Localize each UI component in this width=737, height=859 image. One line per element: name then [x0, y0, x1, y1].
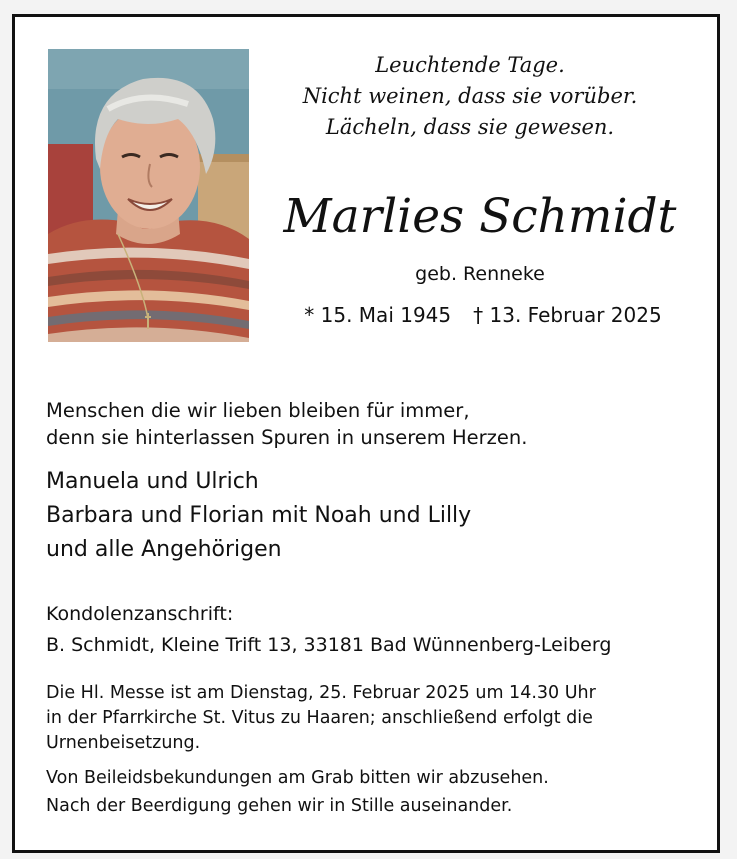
quote-line-2: denn sie hinterlassen Spuren in unserem Herzen. — [46, 426, 528, 449]
death-date: † 13. Februar 2025 — [473, 303, 662, 327]
closing-notes — [46, 764, 549, 820]
service-line-2: in der Pfarrkirche St. Vitus zu Haaren; anschließend erfolgt die — [46, 708, 593, 728]
birth-date: * 15. Mai 1945 — [304, 303, 452, 327]
note-line: Von Beileidsbekundungen am Grab bitten wir abzusehen. — [46, 768, 549, 788]
condolence-address: B. Schmidt, Kleine Trift 13, 33181 Bad Wünnenberg-Leiberg — [46, 634, 612, 656]
mourner-line: Manuela und Ulrich — [46, 469, 259, 494]
note-line: Nach der Beerdigung gehen wir in Stille auseinander. — [46, 796, 513, 816]
life-dates — [273, 301, 693, 329]
condolence-label: Kondolenzanschrift: — [46, 603, 234, 625]
funeral-service-info — [46, 681, 596, 756]
maiden-name: geb. Renneke — [415, 263, 545, 285]
service-line-1: Die Hl. Messe ist am Dienstag, 25. Februar 2025 um 14.30 Uhr — [46, 683, 596, 703]
mourner-line: Barbara und Florian mit Noah und Lilly — [46, 503, 472, 528]
quote-line-1: Menschen die wir lieben bleiben für immer, — [46, 399, 470, 422]
obituary-card — [12, 14, 720, 853]
condolence-address-block — [46, 599, 611, 661]
service-line-3: Urnenbeisetzung. — [46, 733, 201, 753]
deceased-name: Marlies Schmidt — [283, 189, 677, 244]
portrait-photo — [48, 49, 249, 342]
poem-line-2: Nicht weinen, dass sie vorüber. — [302, 84, 638, 108]
memorial-quote — [46, 397, 527, 451]
poem — [280, 50, 660, 143]
mourners-list — [46, 465, 471, 567]
mourner-line: und alle Angehörigen — [46, 537, 282, 562]
poem-line-1: Leuchtende Tage. — [375, 53, 565, 77]
poem-line-3: Lächeln, dass sie gewesen. — [325, 115, 615, 139]
